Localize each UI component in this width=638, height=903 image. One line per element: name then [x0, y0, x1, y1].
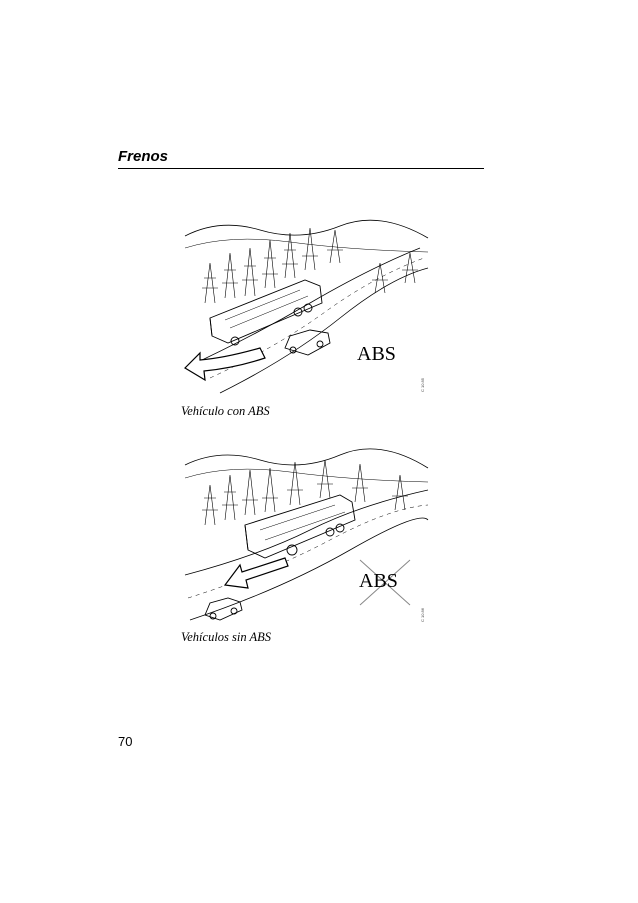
figure-caption: Vehículo con ABS	[181, 404, 270, 418]
figure-ref-code: C 10 85	[420, 377, 425, 392]
abs-label-crossed: ABS	[359, 570, 398, 592]
illustration-without-abs	[180, 440, 430, 625]
header-rule	[118, 168, 484, 169]
abs-label: ABS	[357, 343, 396, 365]
figure-caption: Vehículos sin ABS	[181, 630, 272, 644]
section-title: Frenos	[118, 148, 169, 165]
illustration-with-abs	[180, 208, 430, 398]
page-number: 70	[118, 734, 133, 749]
figure-ref-code: C 10 86	[420, 607, 425, 622]
